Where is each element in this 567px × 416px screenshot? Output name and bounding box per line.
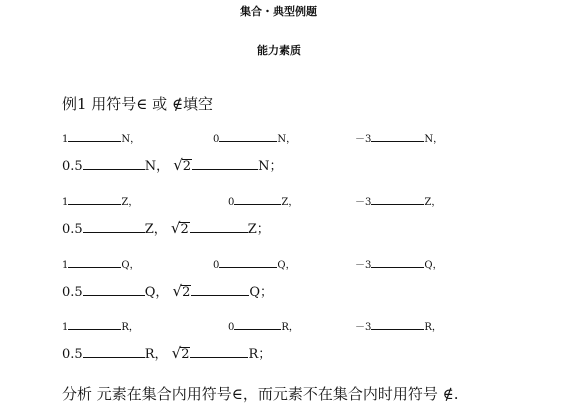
set-label: Q， <box>121 260 140 271</box>
radical-sign: √ <box>170 219 181 237</box>
set-label: Q； <box>249 285 274 300</box>
answer-blank[interactable] <box>68 318 121 330</box>
answer-blank[interactable] <box>371 130 424 142</box>
sqrt-2 <box>171 221 190 236</box>
fill-row-n-a2 <box>213 130 296 145</box>
set-label: Q， <box>144 285 169 300</box>
fill-row-r-b <box>62 346 271 361</box>
fill-row-q-a <box>62 256 140 271</box>
answer-blank[interactable] <box>83 346 145 358</box>
set-label: Z， <box>424 197 442 208</box>
element-0: 0 <box>228 322 235 333</box>
set-label: R； <box>248 347 272 362</box>
example-heading: 例1 用符号∈ 或 ∉填空 <box>62 95 214 113</box>
radical-sign: √ <box>172 282 183 300</box>
fill-row-r-a2 <box>228 318 299 333</box>
answer-blank[interactable] <box>371 256 424 268</box>
element-1: 1 <box>62 260 69 271</box>
answer-blank[interactable] <box>190 221 248 233</box>
element-neg3: －3 <box>355 260 372 271</box>
element-0-5: 0.5 <box>62 159 83 174</box>
answer-blank[interactable] <box>234 193 281 205</box>
element-0: 0 <box>228 197 235 208</box>
element-0: 0 <box>213 134 220 145</box>
radicand: 2 <box>180 222 189 237</box>
answer-blank[interactable] <box>68 193 121 205</box>
radicand: 2 <box>181 347 190 362</box>
fill-row-q-b <box>62 284 273 299</box>
answer-blank[interactable] <box>83 221 145 233</box>
section-subtitle: 能力素质 <box>257 44 301 57</box>
fill-row-z-b <box>62 221 270 236</box>
radicand: 2 <box>182 159 192 174</box>
set-label: R， <box>281 322 299 333</box>
element-neg3: －3 <box>355 134 372 145</box>
fill-row-q-a3 <box>355 256 443 271</box>
element-1: 1 <box>62 197 69 208</box>
document-title: 集合・典型例题 <box>240 5 317 18</box>
element-0-5: 0.5 <box>62 347 83 362</box>
answer-blank[interactable] <box>219 130 277 142</box>
fill-row-r-a3 <box>355 318 442 333</box>
fill-row-n-b <box>62 158 282 173</box>
element-0-5: 0.5 <box>62 222 83 237</box>
set-label: N； <box>258 159 283 174</box>
set-label: R， <box>144 347 168 362</box>
set-label: Z， <box>121 197 139 208</box>
answer-blank[interactable] <box>68 130 121 142</box>
answer-blank[interactable] <box>371 318 424 330</box>
fill-row-z-a3 <box>355 193 441 208</box>
element-0-5: 0.5 <box>62 285 83 300</box>
fill-row-r-a <box>62 318 139 333</box>
answer-blank[interactable] <box>83 284 145 296</box>
fill-row-q-a2 <box>213 256 296 271</box>
fill-row-z-a2 <box>228 193 298 208</box>
set-label: Q， <box>424 260 443 271</box>
sqrt-2 <box>172 346 191 361</box>
set-label: N， <box>277 134 297 145</box>
set-label: R， <box>121 322 139 333</box>
set-label: R， <box>424 322 442 333</box>
set-label: Q， <box>277 260 296 271</box>
radical-sign: √ <box>171 344 182 362</box>
sqrt-2 <box>173 284 192 299</box>
radical-sign: √ <box>173 156 183 174</box>
answer-blank[interactable] <box>68 256 121 268</box>
element-neg3: －3 <box>355 322 372 333</box>
set-label: N， <box>424 134 444 145</box>
set-label: Z； <box>247 222 270 237</box>
element-neg3: －3 <box>355 197 372 208</box>
answer-blank[interactable] <box>190 346 248 358</box>
set-label: N， <box>121 134 141 145</box>
fill-row-n-a3 <box>355 130 443 145</box>
element-1: 1 <box>62 322 69 333</box>
set-label: Z， <box>144 222 167 237</box>
fill-row-n-a <box>62 130 140 145</box>
element-0: 0 <box>213 260 220 271</box>
sqrt-2 <box>173 158 192 173</box>
analysis-text: 分析 元素在集合内用符号∈，而元素不在集合内时用符号 ∉. <box>62 385 459 403</box>
set-label: N， <box>144 159 170 174</box>
answer-blank[interactable] <box>191 284 249 296</box>
answer-blank[interactable] <box>234 318 281 330</box>
radicand: 2 <box>182 285 191 300</box>
answer-blank[interactable] <box>83 158 145 170</box>
answer-blank[interactable] <box>371 193 424 205</box>
set-label: Z， <box>281 197 299 208</box>
answer-blank[interactable] <box>219 256 277 268</box>
element-1: 1 <box>62 134 69 145</box>
fill-row-z-a <box>62 193 138 208</box>
answer-blank[interactable] <box>192 158 258 170</box>
